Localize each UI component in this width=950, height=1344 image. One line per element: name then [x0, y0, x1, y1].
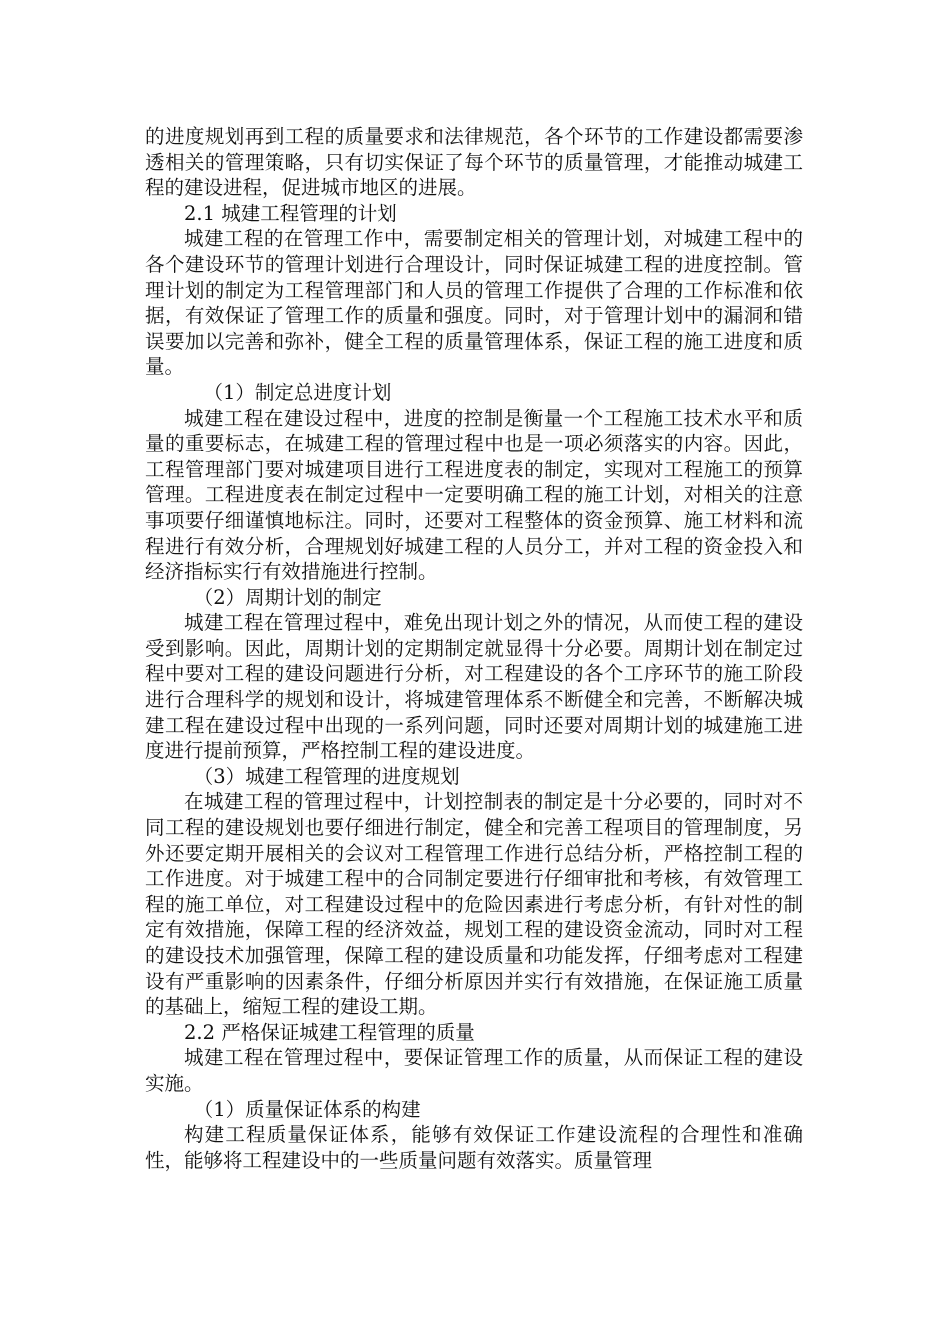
paragraph-cycle-plan: 城建工程在管理过程中，难免出现计划之外的情况，从而使工程的建设受到影响。因此，周期计划的定期制定就显得十分必要。周期计划在制定过程中要对工程的建设问题进行分析，对工程建设的各个工序环节的施工阶段进行合理科学的规划和设计，将城建管理体系不断健全和完善，不断解决城建工程在建设过程中出现的一系列问题，同时还要对周期计划的城建施工进度进行提前预算，严格控制工程的建设进度。 [145, 611, 803, 763]
document-page [145, 124, 803, 1173]
paragraph-progress-planning: 在城建工程的管理过程中，计划控制表的制定是十分必要的，同时对不同工程的建设规划也要仔细进行制定，健全和完善工程项目的管理制度，另外还要定期开展相关的会议对工程管理工作进行总结分析，严格控制工程的工作进度。对于城建工程中的合同制定要进行仔细审批和考核，有效管理工程的施工单位，对工程建设过程中的危险因素进行考虑分析，有针对性的制定有效措施，保障工程的经济效益，规划工程的建设资金流动，同时对工程的建设技术加强管理，保障工程的建设质量和功能发挥，仔细考虑对工程建设有严重影响的因素条件，仔细分析原因并实行有效措施，在保证施工质量的基础上，缩短工程的建设工期。 [145, 790, 803, 1019]
paragraph-intro-continuation: 的进度规划再到工程的质量要求和法律规范，各个环节的工作建设都需要渗透相关的管理策略，只有切实保证了每个环节的质量管理，才能推动城建工程的建设进程，促进城市地区的进展。 [145, 125, 803, 200]
section-heading-2-1: 2.1 城建工程管理的计划 [184, 201, 397, 225]
subheading-overall-schedule: （1）制定总进度计划 [203, 380, 392, 404]
paragraph-management-plan: 城建工程的在管理工作中，需要制定相关的管理计划，对城建工程中的各个建设环节的管理计划进行合理设计，同时保证城建工程的进度控制。管理计划的制定为工程管理部门和人员的管理工作提供了合理的工作标准和依据，有效保证了管理工作的质量和强度。同时，对于管理计划中的漏洞和错误要加以完善和弥补，健全工程的质量管理体系，保证工程的施工进度和质量。 [145, 227, 803, 379]
subheading-cycle-plan: （2）周期计划的制定 [193, 585, 382, 609]
paragraph-quality-system: 构建工程质量保证体系，能够有效保证工作建设流程的合理性和准确性，能够将工程建设中的一些质量问题有效落实。质量管理 [145, 1123, 803, 1172]
subheading-progress-planning: （3）城建工程管理的进度规划 [193, 764, 460, 788]
subheading-quality-system: （1）质量保证体系的构建 [193, 1097, 421, 1121]
paragraph-quality-assurance: 城建工程在管理过程中，要保证管理工作的质量，从而保证工程的建设实施。 [145, 1046, 803, 1095]
paragraph-overall-schedule: 城建工程在建设过程中，进度的控制是衡量一个工程施工技术水平和质量的重要标志，在城建工程的管理过程中也是一项必须落实的内容。因此，工程管理部门要对城建项目进行工程进度表的制定，实现对工程施工的预算管理。工程进度表在制定过程中一定要明确工程的施工计划，对相关的注意事项要仔细谨慎地标注。同时，还要对工程整体的资金预算、施工材料和流程进行有效分析，合理规划好城建工程的人员分工，并对工程的资金投入和经济指标实行有效措施进行控制。 [145, 406, 803, 584]
section-heading-2-2: 2.2 严格保证城建工程管理的质量 [184, 1020, 475, 1044]
